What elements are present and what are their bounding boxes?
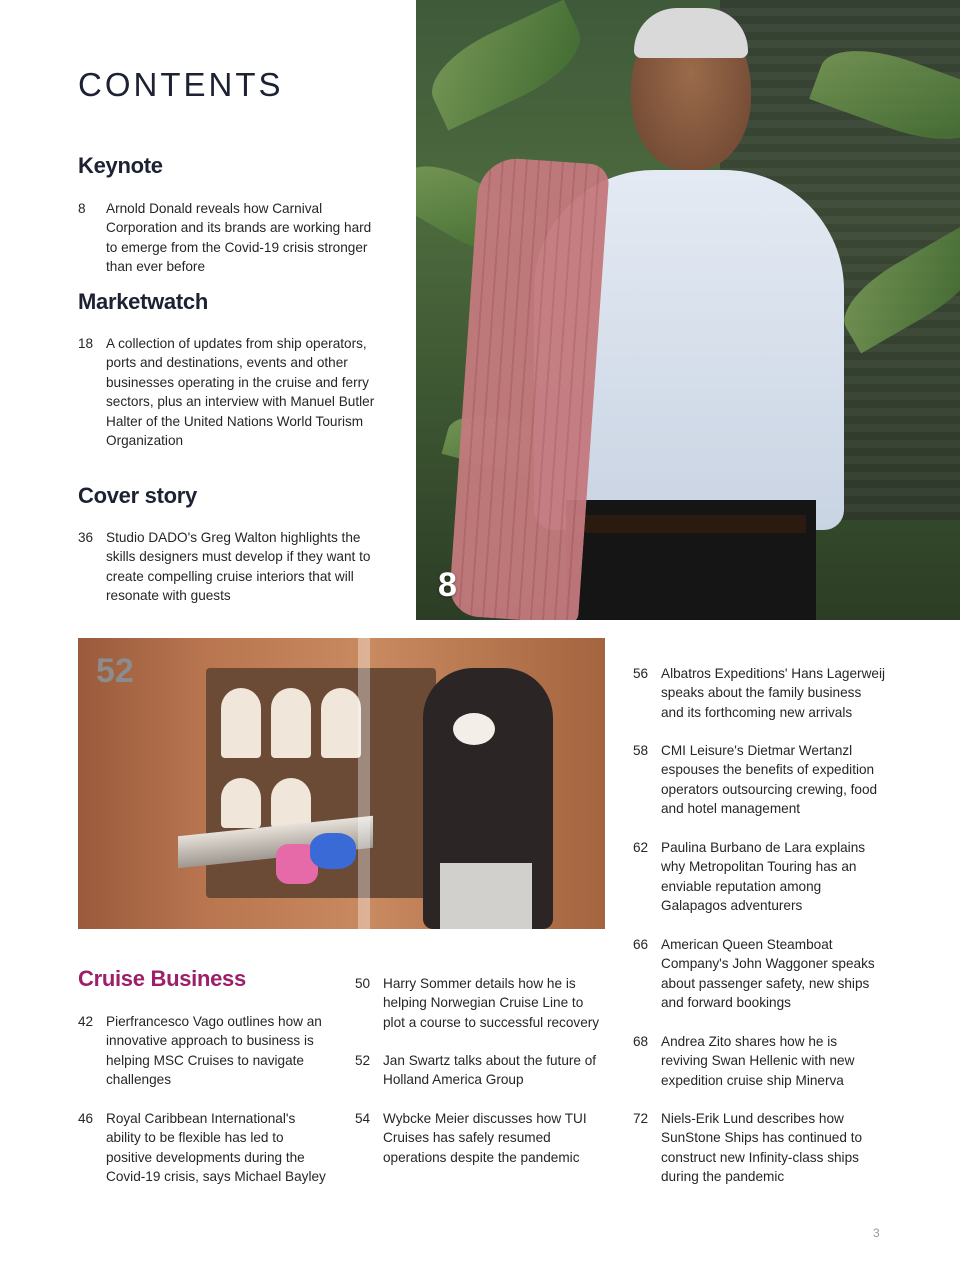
page-ref: 68: [633, 1034, 649, 1049]
page-ref: 72: [633, 1111, 649, 1126]
entry-text: Pierfrancesco Vago outlines how an innovative approach to business is helping MSC Cruises to navigate challenges: [106, 1014, 322, 1088]
page-ref: 46: [78, 1111, 94, 1126]
photo-page-badge: 8: [438, 566, 457, 604]
list-item[interactable]: [355, 1109, 615, 1169]
page-title: CONTENTS: [78, 66, 284, 103]
entry-text: Andrea Zito shares how he is reviving Swan Hellenic with new expedition cruise ship Minerva: [661, 1034, 855, 1088]
list-item[interactable]: [633, 838, 893, 918]
page-ref: 66: [633, 937, 649, 952]
page-ref: 62: [633, 840, 649, 855]
entry-text: Niels-Erik Lund describes how SunStone Ships has continued to construct new Infinity-class ships during the pandemic: [661, 1111, 863, 1185]
list-item[interactable]: [78, 199, 388, 275]
entry-text: American Queen Steamboat Company's John Waggoner speaks about passenger safety, new ships and forward bookings: [661, 937, 875, 1011]
photo-page-badge: 52: [96, 652, 134, 690]
entry-text: Wybcke Meier discusses how TUI Cruises has safely resumed operations despite the pandemic: [383, 1111, 587, 1165]
entry-text: Albatros Expeditions' Hans Lagerweij speaks about the family business and its forthcoming new arrivals: [661, 666, 885, 720]
section-heading-keynote: Keynote: [78, 153, 163, 178]
page-ref: 42: [78, 1014, 94, 1029]
hero-photo: [416, 0, 960, 620]
section-heading-cover-story: Cover story: [78, 483, 197, 508]
list-item[interactable]: [78, 528, 388, 608]
list-item[interactable]: [633, 741, 893, 821]
entry-text: Jan Swartz talks about the future of Holland America Group: [383, 1053, 597, 1088]
list-item[interactable]: [633, 664, 893, 724]
feature-photo: [78, 638, 605, 929]
page-ref: 36: [78, 530, 94, 545]
list-item[interactable]: [78, 1012, 338, 1092]
section-heading-marketwatch: Marketwatch: [78, 289, 208, 314]
list-item[interactable]: [633, 935, 893, 1015]
page-ref: 50: [355, 976, 371, 991]
entry-text: Arnold Donald reveals how Carnival Corporation and its brands are working hard to emerge from the Covid-19 crisis stronger than ever before: [106, 201, 372, 275]
list-item[interactable]: [355, 1051, 615, 1091]
page-ref: 18: [78, 336, 94, 351]
page-ref: 58: [633, 743, 649, 758]
list-item[interactable]: [355, 974, 615, 1034]
entry-text: Paulina Burbano de Lara explains why Metropolitan Touring has an enviable reputation among Galapagos adventurers: [661, 840, 866, 914]
list-item[interactable]: [78, 1109, 338, 1189]
entry-text: Royal Caribbean International's ability to be flexible has led to positive developments during the Covid-19 crisis, says Michael Bayley: [106, 1111, 326, 1185]
page-ref: 8: [78, 201, 86, 216]
section-heading-cruise-business: Cruise Business: [78, 966, 246, 991]
page-ref: 54: [355, 1111, 371, 1126]
entry-text: Studio DADO's Greg Walton highlights the skills designers must develop if they want to create compelling cruise interiors that will resonate with guests: [106, 530, 371, 604]
entry-text: A collection of updates from ship operators, ports and destinations, events and other businesses operating in the cruise and ferry sectors, plus an interview with Manuel Butler Halter of the United Nations World Tourism Organization: [106, 336, 375, 449]
entry-text: Harry Sommer details how he is helping Norwegian Cruise Line to plot a course to successful recovery: [383, 976, 600, 1030]
page-ref: 56: [633, 666, 649, 681]
page-number: 3: [873, 1226, 880, 1240]
list-item[interactable]: [78, 334, 388, 454]
list-item[interactable]: [633, 1109, 893, 1189]
list-item[interactable]: [633, 1032, 893, 1092]
entry-text: CMI Leisure's Dietmar Wertanzl espouses the benefits of expedition operators outsourcing crewing, food and hotel management: [661, 743, 878, 817]
page-ref: 52: [355, 1053, 371, 1068]
